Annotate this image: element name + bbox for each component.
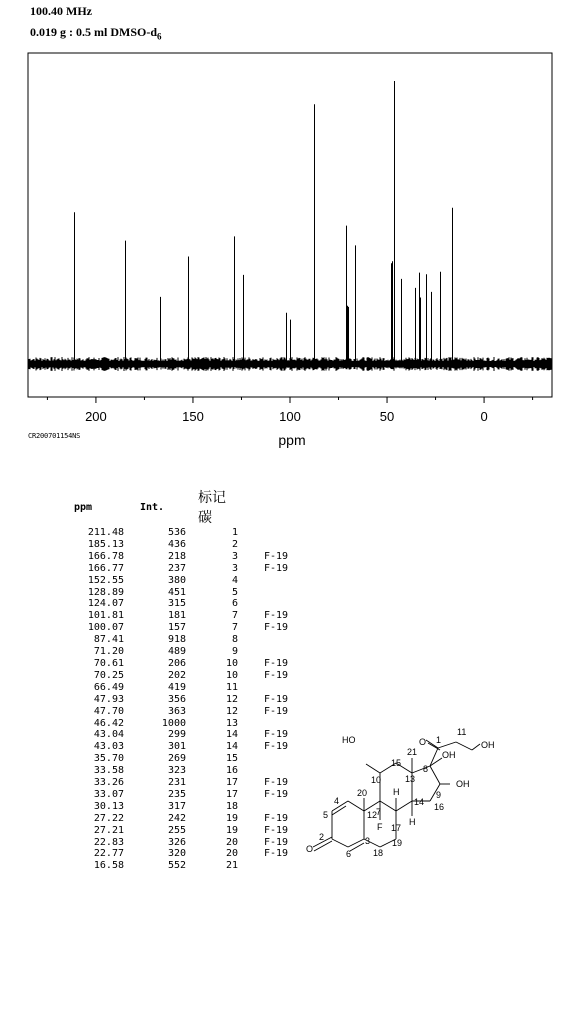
cell-int: 489 — [167, 646, 186, 658]
cell-note: F-19 — [264, 824, 289, 836]
cell-int: 436 — [167, 538, 186, 550]
x-axis-ticks — [47, 397, 532, 424]
x-tick-label: 150 — [182, 409, 204, 424]
cell-int: 181 — [167, 610, 186, 622]
cell-int: 237 — [167, 562, 186, 574]
cell-assign: 21 — [225, 860, 238, 872]
atom-num-11: 11 — [457, 727, 467, 737]
frequency-label: 100.40 MHz — [30, 4, 92, 18]
nmr-spectrum-chart — [0, 0, 570, 460]
cell-ppm: 166.78 — [87, 550, 124, 562]
cell-int: 206 — [167, 657, 186, 669]
cell-int: 218 — [167, 550, 186, 562]
cell-int: 320 — [167, 848, 186, 860]
cell-note: F-19 — [264, 669, 289, 681]
cell-assign: 18 — [225, 800, 238, 812]
atom-num-6: 6 — [346, 849, 352, 859]
table-row — [68, 575, 324, 587]
atom-num-3: 3 — [365, 836, 371, 846]
table-row — [68, 563, 324, 575]
cell-ppm: 27.22 — [93, 812, 124, 824]
x-tick-label: 200 — [85, 409, 107, 424]
cell-assign: 12 — [225, 693, 238, 705]
atom-num-9: 9 — [436, 790, 442, 800]
cell-ppm: 46.42 — [93, 717, 124, 729]
cell-assign: 19 — [225, 812, 238, 824]
cell-assign: 8 — [231, 634, 238, 646]
atom-num-1: 1 — [436, 735, 442, 745]
atom-num-19: 19 — [392, 838, 403, 848]
cell-assign: 14 — [225, 729, 238, 741]
atom-num-18: 18 — [373, 848, 384, 858]
atom-num-21: 21 — [407, 747, 418, 757]
sample-label-text: 0.019 g : 0.5 ml DMSO-d — [30, 25, 157, 39]
cell-assign: 5 — [231, 586, 238, 598]
atom-h1: H — [393, 787, 400, 797]
cell-int: 315 — [167, 598, 186, 610]
cell-note: F-19 — [264, 812, 289, 824]
cell-int: 317 — [167, 800, 186, 812]
cell-ppm: 35.70 — [93, 753, 124, 765]
cell-assign: 6 — [231, 598, 238, 610]
cell-assign: 19 — [225, 824, 238, 836]
cell-int: 242 — [167, 812, 186, 824]
atom-o-left: O — [306, 844, 314, 854]
cell-int: 536 — [167, 527, 186, 538]
cell-int: 1000 — [161, 717, 186, 729]
cell-assign: 3 — [231, 550, 238, 562]
table-row — [68, 598, 324, 610]
cell-ppm: 30.13 — [93, 800, 124, 812]
atom-num-7: 7 — [376, 807, 382, 817]
cell-assign: 16 — [225, 765, 238, 777]
atom-num-20: 20 — [357, 788, 368, 798]
cell-int: 202 — [167, 669, 186, 681]
cell-ppm: 47.70 — [93, 705, 124, 717]
atom-num-4: 4 — [334, 796, 340, 806]
atom-oh-right: OH — [481, 740, 495, 750]
x-tick-label: 0 — [480, 409, 488, 424]
atom-num-12: 12 — [367, 810, 378, 820]
cell-int: 356 — [167, 693, 186, 705]
atom-num-17: 17 — [391, 823, 402, 833]
cell-ppm: 100.07 — [87, 622, 124, 634]
cell-assign: 17 — [225, 788, 238, 800]
header-ppm: ppm — [74, 501, 93, 513]
cell-assign: 9 — [231, 646, 238, 658]
peak-table-header — [68, 487, 324, 527]
cell-int: 269 — [167, 753, 186, 765]
cell-ppm: 47.93 — [93, 693, 124, 705]
cell-assign: 20 — [225, 848, 238, 860]
cell-assign: 7 — [231, 622, 238, 634]
cell-note: F-19 — [264, 622, 289, 634]
header-assign: 标记碳 — [198, 490, 226, 526]
spectrum-id: CR200701154NS — [28, 432, 81, 440]
cell-int: 235 — [167, 788, 186, 800]
cell-note: F-19 — [264, 777, 289, 789]
peak-lines — [75, 81, 453, 364]
cell-note: F-19 — [264, 836, 289, 848]
atom-o-top: O — [419, 737, 427, 747]
cell-assign: 15 — [225, 753, 238, 765]
atom-num-14: 14 — [414, 797, 425, 807]
cell-ppm: 166.77 — [87, 562, 124, 574]
x-tick-label: 100 — [279, 409, 301, 424]
cell-ppm: 128.89 — [87, 586, 124, 598]
cell-assign: 17 — [225, 777, 238, 789]
atom-oh-mid: OH — [442, 750, 456, 760]
cell-ppm: 71.20 — [93, 646, 124, 658]
cell-int: 299 — [167, 729, 186, 741]
cell-note — [238, 646, 324, 658]
cell-note: F-19 — [264, 741, 289, 753]
cell-ppm: 33.58 — [93, 765, 124, 777]
table-row — [68, 551, 324, 563]
cell-ppm: 211.48 — [87, 527, 124, 538]
cell-note: F-19 — [264, 848, 289, 860]
atom-num-2: 2 — [319, 832, 325, 842]
cell-int: 231 — [167, 777, 186, 789]
cell-assign: 7 — [231, 610, 238, 622]
cell-ppm: 66.49 — [93, 681, 124, 693]
atom-h2: H — [409, 817, 416, 827]
atom-f: F — [377, 822, 383, 832]
cell-ppm: 70.25 — [93, 669, 124, 681]
cell-assign: 10 — [225, 669, 238, 681]
cell-ppm: 16.58 — [93, 860, 124, 872]
cell-ppm: 152.55 — [87, 574, 124, 586]
cell-ppm: 43.03 — [93, 741, 124, 753]
cell-note: F-19 — [264, 788, 289, 800]
cell-ppm: 33.26 — [93, 777, 124, 789]
cell-note: F-19 — [264, 693, 289, 705]
cell-assign: 14 — [225, 741, 238, 753]
cell-ppm: 22.83 — [93, 836, 124, 848]
cell-assign: 20 — [225, 836, 238, 848]
atom-num-10: 10 — [371, 775, 382, 785]
cell-note: F-19 — [264, 657, 289, 669]
cell-assign: 11 — [225, 681, 238, 693]
header-int: Int. — [140, 501, 165, 513]
atom-num-16: 16 — [434, 802, 445, 812]
cell-note: F-19 — [264, 729, 289, 741]
cell-note — [238, 587, 324, 599]
cell-note — [238, 575, 324, 587]
cell-note — [238, 634, 324, 646]
cell-note: F-19 — [264, 610, 289, 622]
cell-int: 323 — [167, 765, 186, 777]
cell-int: 918 — [167, 634, 186, 646]
cell-note: F-19 — [264, 705, 289, 717]
cell-ppm: 87.41 — [93, 634, 124, 646]
cell-ppm: 185.13 — [87, 538, 124, 550]
atom-num-15: 15 — [391, 758, 402, 768]
cell-assign: 12 — [225, 705, 238, 717]
atom-num-5: 5 — [323, 810, 329, 820]
cell-note: F-19 — [264, 550, 289, 562]
cell-int: 552 — [167, 860, 186, 872]
cell-assign: 1 — [231, 527, 238, 538]
molecule-structure — [280, 660, 530, 860]
cell-int: 419 — [167, 681, 186, 693]
cell-note — [238, 598, 324, 610]
cell-ppm: 124.07 — [87, 598, 124, 610]
cell-int: 301 — [167, 741, 186, 753]
table-row — [68, 860, 324, 872]
table-row — [68, 634, 324, 646]
x-tick-label: 50 — [379, 409, 395, 424]
cell-assign: 4 — [231, 574, 238, 586]
cell-ppm: 43.04 — [93, 729, 124, 741]
cell-assign: 13 — [225, 717, 238, 729]
table-row — [68, 646, 324, 658]
table-row — [68, 622, 324, 634]
cell-int: 363 — [167, 705, 186, 717]
cell-ppm: 101.81 — [87, 610, 124, 622]
cell-ppm: 22.77 — [93, 848, 124, 860]
atom-num-8: 8 — [423, 764, 429, 774]
table-row — [68, 539, 324, 551]
cell-ppm: 27.21 — [93, 824, 124, 836]
header-note — [238, 487, 324, 527]
cell-int: 380 — [167, 574, 186, 586]
cell-note — [238, 539, 324, 551]
cell-note: F-19 — [264, 562, 289, 574]
atom-oh-low: OH — [456, 779, 470, 789]
cell-ppm: 33.07 — [93, 788, 124, 800]
atom-num-13: 13 — [405, 774, 416, 784]
cell-ppm: 70.61 — [93, 657, 124, 669]
cell-assign: 2 — [231, 538, 238, 550]
cell-note — [238, 527, 324, 539]
cell-int: 326 — [167, 836, 186, 848]
table-row — [68, 587, 324, 599]
atom-ho: HO — [342, 735, 356, 745]
cell-int: 451 — [167, 586, 186, 598]
cell-note — [238, 860, 324, 872]
x-axis-label: ppm — [278, 432, 306, 448]
sample-label-subscript: 6 — [157, 31, 162, 42]
cell-assign: 3 — [231, 562, 238, 574]
cell-int: 157 — [167, 622, 186, 634]
cell-int: 255 — [167, 824, 186, 836]
cell-assign: 10 — [225, 657, 238, 669]
table-row — [68, 610, 324, 622]
table-row — [68, 527, 324, 539]
